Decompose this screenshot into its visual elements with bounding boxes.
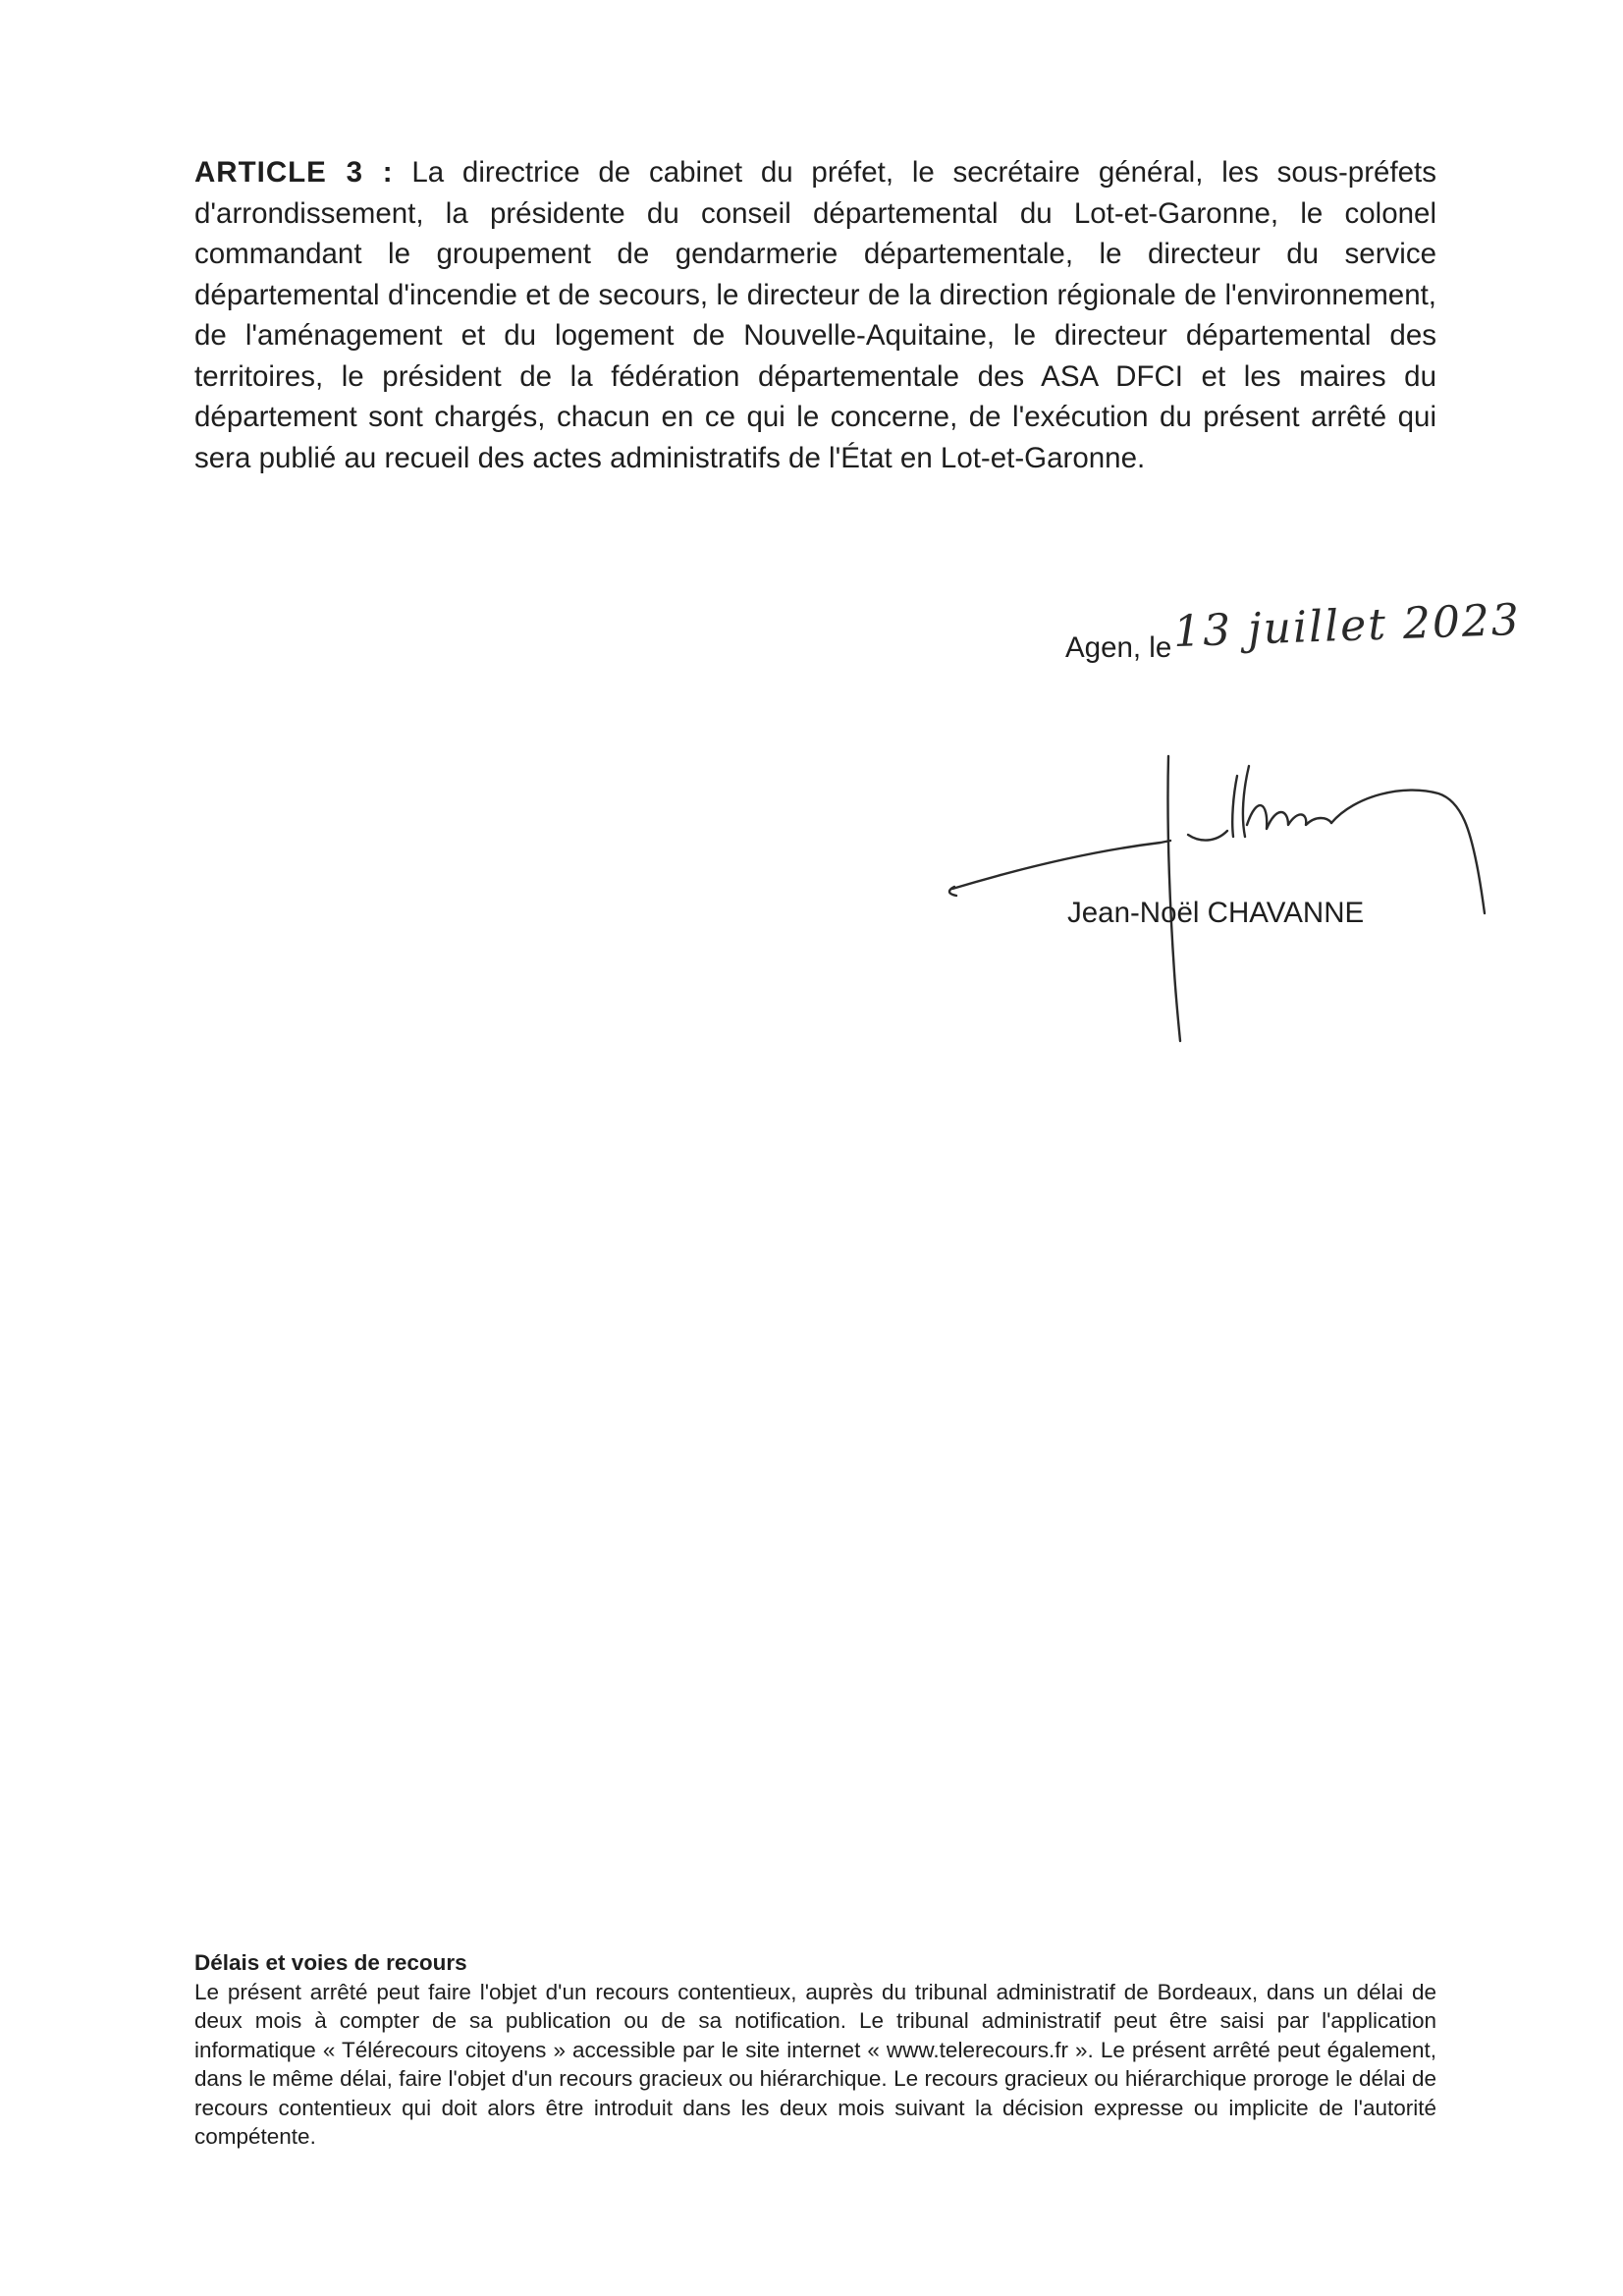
recours-section	[194, 1948, 1436, 2152]
place-prefix: Agen, le	[1065, 631, 1172, 664]
handwritten-date: 13 juillet 2023	[1172, 594, 1522, 658]
article-3-paragraph	[194, 152, 1436, 478]
recours-title: Délais et voies de recours	[194, 1950, 467, 1975]
recours-text: Le présent arrêté peut faire l'objet d'un recours contentieux, auprès du tribunal administratif de Bordeaux, dans un délai de deux mois à compter de sa publication ou de sa notification. Le tribunal administratif peut être saisi par l'application informatique « Télérecours citoyens » accessible par le site internet « www.telerecours.fr ». Le présent arrêté peut également, dans le même délai, faire l'objet d'un recours gracieux ou hiérarchique. Le recours gracieux ou hiérarchique proroge le délai de recours contentieux qui doit alors être introduit dans les deux mois suivant la décision expresse ou implicite de l'autorité compétente.	[194, 1979, 1436, 2149]
handwritten-signature	[943, 727, 1571, 1051]
signature-place-date	[1065, 629, 1171, 668]
article-text: La directrice de cabinet du préfet, le secrétaire général, les sous-préfets d'arrondissement, la présidente du conseil départemental du Lot-et-Garonne, le colonel commandant le groupement de gendarmerie départementale, le directeur du service départemental d'incendie et de secours, le directeur de la direction régionale de l'environnement, de l'aménagement et du logement de Nouvelle-Aquitaine, le directeur départemental des territoires, le président de la fédération départementale des ASA DFCI et les maires du département sont chargés, chacun en ce qui le concerne, de l'exécution du présent arrêté qui sera publié au recueil des actes administratifs de l'État en Lot-et-Garonne.	[194, 156, 1436, 474]
article-label: ARTICLE 3 :	[194, 156, 394, 189]
signatory-name: Jean-Noël CHAVANNE	[1067, 897, 1365, 929]
